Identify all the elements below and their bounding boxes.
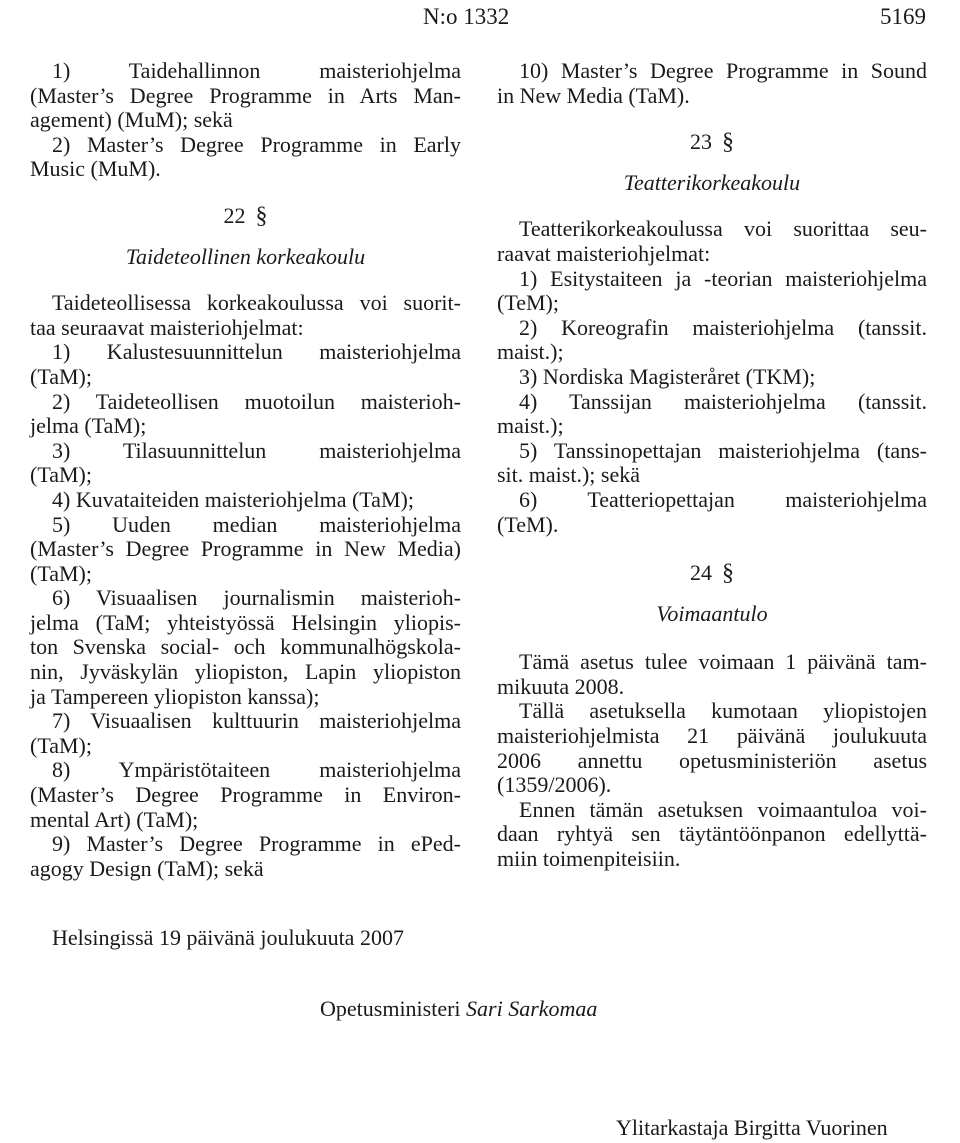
text-line: 1) Taidehallinnon maisteriohjelma [52,58,461,83]
text-line: taa seuraavat maisteriohjelmat: [30,314,304,340]
text-line: ton Svenska social- och kommunalhögskola- [30,634,461,660]
text-line: jelma (TaM; yhteistyössä Helsingin yliopis- [30,609,461,635]
text-line: Tällä asetuksella kumotaan yliopistojen [519,698,927,724]
section-sign: § [722,560,734,587]
text-line: (TaM); [30,363,92,389]
text-line: 2006 annettu opetusministeriön asetus [497,747,927,773]
text-line: 6) Visuaalisen journalismin maisterioh- [52,585,461,611]
section-sign: § [722,129,734,156]
section-number: 23 [690,129,712,155]
text-line: Taideteollisessa korkeakoulussa voi suorit- [52,290,461,316]
text-line: 1) Kalustesuunnittelun maisteriohjelma [52,339,461,365]
official-signature: Ylitarkastaja Birgitta Vuorinen [616,1115,888,1140]
minister-name: Sari Sarkomaa [466,996,598,1021]
text-line: raavat maisteriohjelmat: [497,240,711,266]
text-line: 6) Teatteriopettajan maisteriohjelma [519,486,927,512]
left-intro [30,59,461,182]
place-date: Helsingissä 19 päivänä joulukuuta 2007 [52,925,404,950]
text-line: miin toimenpiteisiin. [497,846,681,872]
text-line: Ennen tämän asetuksen voimaantuloa voi- [519,796,927,822]
text-line: 5) Tanssinopettajan maisteriohjelma (tans- [519,437,927,463]
right-column [497,59,927,872]
section-24-heading [497,561,927,586]
text-line: 2) Master’s Degree Programme in Early [52,131,461,157]
section-22-title: Taideteollinen korkeakoulu [125,243,366,269]
text-line: 4) Tanssijan maisteriohjelma (tanssit. [519,388,927,414]
text-line: ja Tampereen yliopiston kanssa); [30,683,320,709]
text-line: in New Media (TaM). [497,82,690,108]
text-line: mikuuta 2008. [497,673,625,699]
minister-title: Opetusministeri [320,996,461,1021]
text-line: (TeM); [497,290,559,316]
text-line: 3) Tilasuunnittelun maisteriohjelma [52,437,461,463]
text-line: 2) Taideteollisen muotoilun maisterioh- [52,388,461,414]
minister-signature [320,996,597,1022]
text-line: 2) Koreografin maisteriohjelma (tanssit. [519,314,927,340]
page-number: 5169 [880,4,926,29]
text-line: daan ryhtyä sen täytäntöönpanon edellyttä- [497,821,927,847]
text-line: maisteriohjelmista 21 päivänä joulukuuta [497,723,927,749]
text-line: (TaM); [30,560,92,586]
text-line: 4) Kuvataiteiden maisteriohjelma (TaM); [52,486,414,512]
section-23-heading [497,130,927,155]
left-column [30,59,461,881]
text-line: (1359/2006). [497,772,612,798]
text-line: nin, Jyväskylän yliopiston, Lapin yliopiston [30,659,461,685]
text-line: mental Art) (TaM); [30,806,199,832]
section-sign: § [255,203,268,230]
text-line: 1) Esitystaiteen ja -teorian maisteriohjelma [519,265,927,291]
text-line: 8) Ympäristötaiteen maisteriohjelma [52,757,461,783]
page-header-number: N:o 1332 [423,4,510,29]
text-line: (Master’s Degree Programme in New Media) [30,536,461,562]
text-line: (Master’s Degree Programme in Environ- [30,782,461,808]
section-22-heading [30,204,461,229]
text-line: (TeM). [497,511,559,537]
text-line: 5) Uuden median maisteriohjelma [52,511,461,537]
section-23-body [497,217,927,537]
section-number: 24 [690,560,712,586]
text-line: agement) (MuM); sekä [30,107,233,133]
section-24-title: Voimaantulo [656,600,768,626]
text-line: Teatterikorkeakoulussa voi suorittaa seu- [519,216,927,242]
text-line: Music (MuM). [30,156,161,182]
text-line: agogy Design (TaM); sekä [30,855,264,881]
text-line: sit. maist.); sekä [497,462,640,488]
section-22-body [30,291,461,881]
text-line: 7) Visuaalisen kulttuurin maisteriohjelma [52,708,461,734]
text-line: 10) Master’s Degree Programme in Sound [519,58,927,83]
right-intro [497,59,927,108]
section-23-title: Teatterikorkeakoulu [623,169,801,195]
text-line: (TaM); [30,462,92,488]
text-line: maist.); [497,413,564,439]
text-line: jelma (TaM); [30,413,147,439]
text-line: 9) Master’s Degree Programme in ePed- [52,831,461,857]
text-line: 3) Nordiska Magisteråret (TKM); [519,363,816,389]
section-number: 22 [223,202,246,228]
text-line: (Master’s Degree Programme in Arts Man- [30,82,461,108]
section-24-body [497,650,927,871]
text-line: Tämä asetus tulee voimaan 1 päivänä tam- [519,649,927,675]
text-line: maist.); [497,339,564,365]
text-line: (TaM); [30,732,92,758]
